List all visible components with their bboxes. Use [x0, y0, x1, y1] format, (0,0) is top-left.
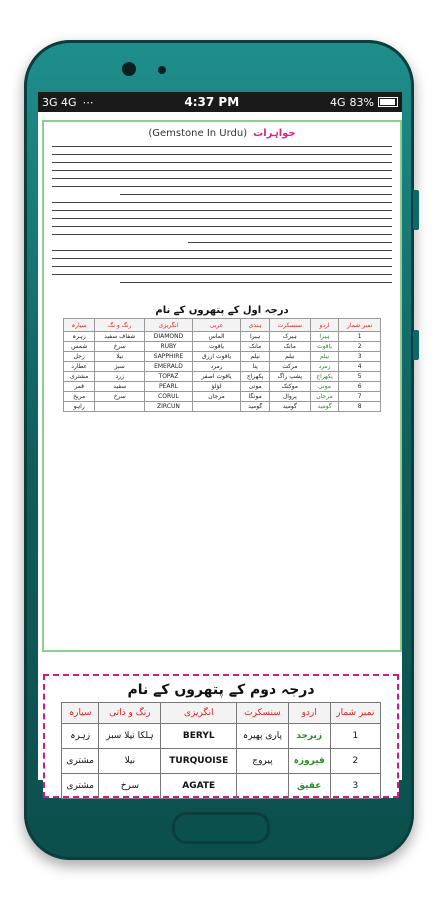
- cell-color: سرخ: [99, 774, 161, 799]
- cell-color: [95, 402, 145, 412]
- col-number: نمبر شمار: [339, 319, 381, 332]
- cell-n: 3: [339, 352, 381, 362]
- cell-n: 1: [330, 724, 380, 749]
- cell-color: نیلا: [99, 749, 161, 774]
- cell-planet: زحل: [64, 352, 95, 362]
- cell-sk: پاری پھیرہ: [237, 724, 289, 749]
- signal-extra: 4G: [330, 95, 346, 109]
- cell-en: TURQUOISE: [161, 749, 237, 774]
- cell-hi: مانک: [241, 342, 270, 352]
- table-row: [64, 392, 381, 402]
- cell-planet: شمس: [64, 342, 95, 352]
- cell-planet: راہو: [64, 402, 95, 412]
- title-english: (Gemstone In Urdu): [148, 128, 248, 139]
- document-page-1[interactable]: [42, 120, 402, 652]
- col-english: انگریزی: [161, 703, 237, 724]
- gemstone-table-1: [63, 318, 381, 412]
- cell-en: ZIRCUN: [145, 402, 193, 412]
- cell-ur: فیروزہ: [288, 749, 330, 774]
- cell-color: زرد: [95, 372, 145, 382]
- cell-en: SAPPHIRE: [145, 352, 193, 362]
- table-row: [64, 352, 381, 362]
- power-button: [413, 330, 419, 360]
- cell-n: 2: [330, 749, 380, 774]
- cell-n: 3: [330, 774, 380, 799]
- table-row: [62, 774, 381, 799]
- cell-en: BERYL: [161, 724, 237, 749]
- cell-ar: الماس: [192, 332, 241, 342]
- cell-en: RUBY: [145, 342, 193, 352]
- col-planet: سیارہ: [64, 319, 95, 332]
- col-color: رنگ و ذاتی: [99, 703, 161, 724]
- cell-en: TOPAZ: [145, 372, 193, 382]
- cell-ur: گومید: [310, 402, 339, 412]
- cell-sk: مرکت: [270, 362, 311, 372]
- cell-hi: موتی: [241, 382, 270, 392]
- col-planet: سیارہ: [62, 703, 99, 724]
- cell-ur: موتی: [310, 382, 339, 392]
- cell-ur: پکھراج: [310, 372, 339, 382]
- cell-n: 2: [339, 342, 381, 352]
- cell-hi: پکھراج: [241, 372, 270, 382]
- cell-planet: مشتری: [62, 774, 99, 799]
- cell-sk: پروال: [270, 392, 311, 402]
- cell-en: EMERALD: [145, 362, 193, 372]
- cell-en: DIAMOND: [145, 332, 193, 342]
- cell-en: PEARL: [145, 382, 193, 392]
- table1-title: درجہ اول کے پتھروں کے نام: [155, 305, 289, 316]
- cell-ur: ہیرا: [310, 332, 339, 342]
- cell-n: 5: [339, 372, 381, 382]
- cell-en: CORUL: [145, 392, 193, 402]
- cell-color: ہلکا نیلا سبز: [99, 724, 161, 749]
- battery-percent: 83%: [349, 95, 374, 109]
- cell-sk: ہیرک: [270, 332, 311, 342]
- col-hindi: ہندی: [241, 319, 270, 332]
- document-page-2[interactable]: [43, 674, 399, 798]
- home-button[interactable]: [172, 812, 270, 844]
- cell-ar: زمرد: [192, 362, 241, 372]
- cell-ar: یاقوت: [192, 342, 241, 352]
- cell-n: 8: [339, 402, 381, 412]
- cell-ar: یاقوت اصفر: [192, 372, 241, 382]
- cell-planet: قمر: [64, 382, 95, 392]
- col-urdu: اردو: [288, 703, 330, 724]
- table-row: [64, 342, 381, 352]
- cell-planet: عطارد: [64, 362, 95, 372]
- cell-ur: عقیق: [288, 774, 330, 799]
- title-urdu: جواہرات: [253, 128, 296, 139]
- cell-ar: لؤلؤ: [192, 382, 241, 392]
- volume-button: [413, 190, 419, 230]
- cell-ur: زمرد: [310, 362, 339, 372]
- col-sanskrit: سنسکرت: [237, 703, 289, 724]
- front-camera-icon: [122, 62, 136, 76]
- table-row: [64, 362, 381, 372]
- cell-sk: موکتک: [270, 382, 311, 392]
- gemstone-table-2: [61, 702, 381, 799]
- cell-en: AGATE: [161, 774, 237, 799]
- cell-color: سبز: [95, 362, 145, 372]
- clock: 4:37 PM: [184, 95, 240, 109]
- cell-ur: مرجان: [310, 392, 339, 402]
- cell-ar: یاقوت ازرق: [192, 352, 241, 362]
- col-english: انگریزی: [145, 319, 193, 332]
- battery-icon: [378, 97, 398, 107]
- cell-hi: ہیرا: [241, 332, 270, 342]
- cell-hi: پنا: [241, 362, 270, 372]
- cell-color: سفید: [95, 382, 145, 392]
- table-row: [62, 724, 381, 749]
- cell-sk: نیلم: [270, 352, 311, 362]
- cell-color: نیلا: [95, 352, 145, 362]
- cell-sk: پشپ راگ: [270, 372, 311, 382]
- cell-n: 6: [339, 382, 381, 392]
- cell-planet: مریخ: [64, 392, 95, 402]
- table-row: [64, 402, 381, 412]
- cell-ar: [192, 402, 241, 412]
- cell-planet: مشتری: [64, 372, 95, 382]
- cell-planet: زہرہ: [62, 724, 99, 749]
- col-urdu: اردو: [310, 319, 339, 332]
- sensor-icon: [158, 66, 166, 74]
- cell-n: 7: [339, 392, 381, 402]
- col-number: نمبر شمار: [330, 703, 380, 724]
- notification-icons: ⋯: [82, 95, 94, 109]
- cell-sk: گومید: [270, 402, 311, 412]
- cell-planet: زہرہ: [64, 332, 95, 342]
- cell-sk: مانک: [270, 342, 311, 352]
- cell-hi: مونگا: [241, 392, 270, 402]
- cell-ur: زبرجد: [288, 724, 330, 749]
- cell-hi: نیلم: [241, 352, 270, 362]
- cell-color: سرخ: [95, 342, 145, 352]
- cell-sk: پیروج: [237, 749, 289, 774]
- cell-ur: نیلم: [310, 352, 339, 362]
- cell-ar: مرجان: [192, 392, 241, 402]
- cell-ur: یاقوت: [310, 342, 339, 352]
- page-title: [44, 128, 400, 139]
- cell-hi: گومید: [241, 402, 270, 412]
- cell-n: 1: [339, 332, 381, 342]
- cell-color: سرخ: [95, 392, 145, 402]
- col-color: رنگ و نگ: [95, 319, 145, 332]
- table-row: [64, 372, 381, 382]
- col-sanskrit: سنسکرت: [270, 319, 311, 332]
- network-indicator: 3G 4G: [42, 95, 77, 109]
- cell-n: 4: [339, 362, 381, 372]
- urdu-paragraph: [52, 146, 392, 283]
- status-bar: [38, 92, 402, 112]
- table-row: [62, 749, 381, 774]
- table2-title: درجہ دوم کے پتھروں کے نام: [127, 682, 315, 698]
- table-row: [64, 382, 381, 392]
- cell-sk: [237, 774, 289, 799]
- cell-planet: مشتری: [62, 749, 99, 774]
- cell-color: شفاف سفید: [95, 332, 145, 342]
- col-arabic: عربی: [192, 319, 241, 332]
- table-row: [64, 332, 381, 342]
- app-screen: [38, 92, 402, 791]
